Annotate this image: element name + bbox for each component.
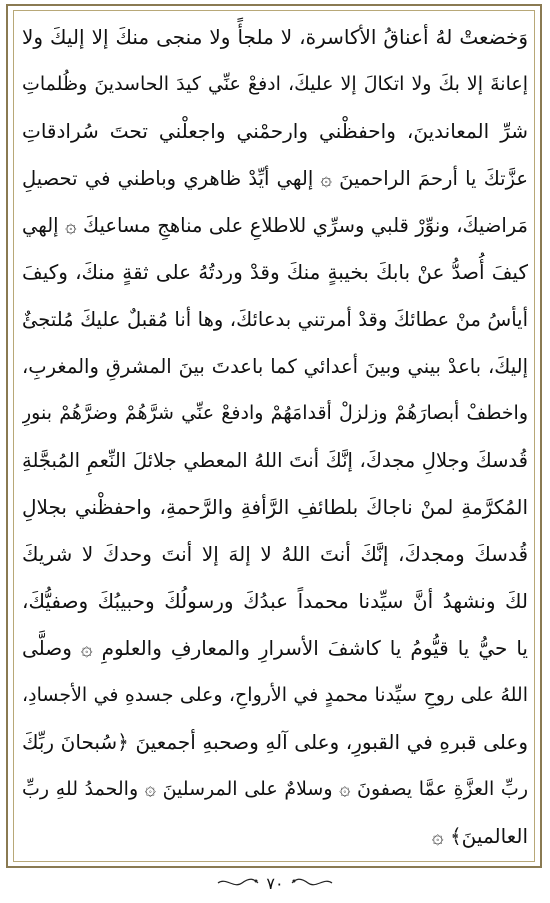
page-number: ٧٠ <box>266 873 284 893</box>
text-line: إليكَ، باعدْ بيني وبينَ أعدائي كما باعدتَ بينَ المشرقِ والمغربِ، <box>22 355 528 378</box>
text-line: لكَ ونشهدُ أنَّ سيِّدنا محمداً عبدُكَ ورسولُكَ وحبيبُكَ وصفيُّكَ، <box>22 589 528 613</box>
text-line: اللهُ على روحِ سيِّدنا محمدٍ في الأرواحِ، وعلى جسدهِ في الأجسادِ، <box>22 684 528 706</box>
text-line: وَخضعتْ لهُ أعناقُ الأكاسرة، لا ملجأً ولا منجى منكَ إلا إليكَ ولا <box>22 25 528 49</box>
text-line: قُدسكَ ومجدكَ، إنَّكَ أنتَ اللهُ لا إلهَ إلا أنتَ وحدكَ لا شريكَ <box>22 542 528 566</box>
text-line: يا حيُّ يا قيُّومُ يا كاشفَ الأسرارِ والمعارفِ والعلومِ ۞ وصلَّى <box>22 636 528 660</box>
text-line: ربِّ العزَّةِ عمَّا يصفونَ ۞ وسلامٌ على المرسلينَ ۞ والحمدُ للهِ ربِّ <box>22 778 528 800</box>
text-line: وعلى قبرهِ في القبورِ، وعلى آلهِ وصحبهِ أجمعينَ ﴿سُبحانَ ربِّكَ <box>22 730 528 754</box>
text-line: شرِّ المعاندينَ، واحفظْني وارحمْني واجعلْني تحتَ سُرادقاتِ <box>22 119 528 143</box>
ornament-right-icon <box>290 876 334 890</box>
page-footer <box>0 868 550 898</box>
text-line: مَراضيكَ، ونوِّرْ قلبي وسرِّي للاطلاعِ على مناهجِ مساعيكَ ۞ إلهي <box>22 214 528 237</box>
text-line: قُدسكَ وجلالِ مجدكَ، إنَّكَ أنتَ اللهُ المعطي جلائلَ النِّعمِ المُبجَّلةِ <box>22 449 528 472</box>
text-line: واخطفْ أبصارَهُمْ وزلزلْ أقدامَهُمْ وادفعْ عنِّي شرَّهُمْ وضرَّهُمْ بنورِ <box>22 402 528 424</box>
text-line: عزَّتكَ يا أرحمَ الراحمينَ ۞ إلهي أيِّدْ ظاهري وباطني في تحصيلِ <box>22 167 528 190</box>
text-line: كيفَ أُصدُّ عنْ بابكَ بخيبةٍ منكَ وقدْ وردتُهُ على ثقةٍ منكَ، وكيفَ <box>22 260 528 284</box>
text-line: أيأسُ منْ عطائكَ وقدْ أمرتني بدعائكَ، وها أنا مُقبلٌ عليكَ مُلتجئٌ <box>22 308 528 331</box>
prayer-text <box>22 14 528 860</box>
ornament-left-icon <box>216 876 260 890</box>
text-line: العالمينَ﴾ ۞ <box>431 824 528 848</box>
text-line: المُكرَّمةِ لمنْ ناجاكَ بلطائفِ الرَّأفةِ والرَّحمةِ، واحفظْني بجلالِ <box>22 495 528 519</box>
text-line: إعانةَ إلا بكَ ولا اتكالَ إلا عليكَ، ادفعْ عنِّي كيدَ الحاسدينَ وظُلماتِ <box>22 73 528 95</box>
